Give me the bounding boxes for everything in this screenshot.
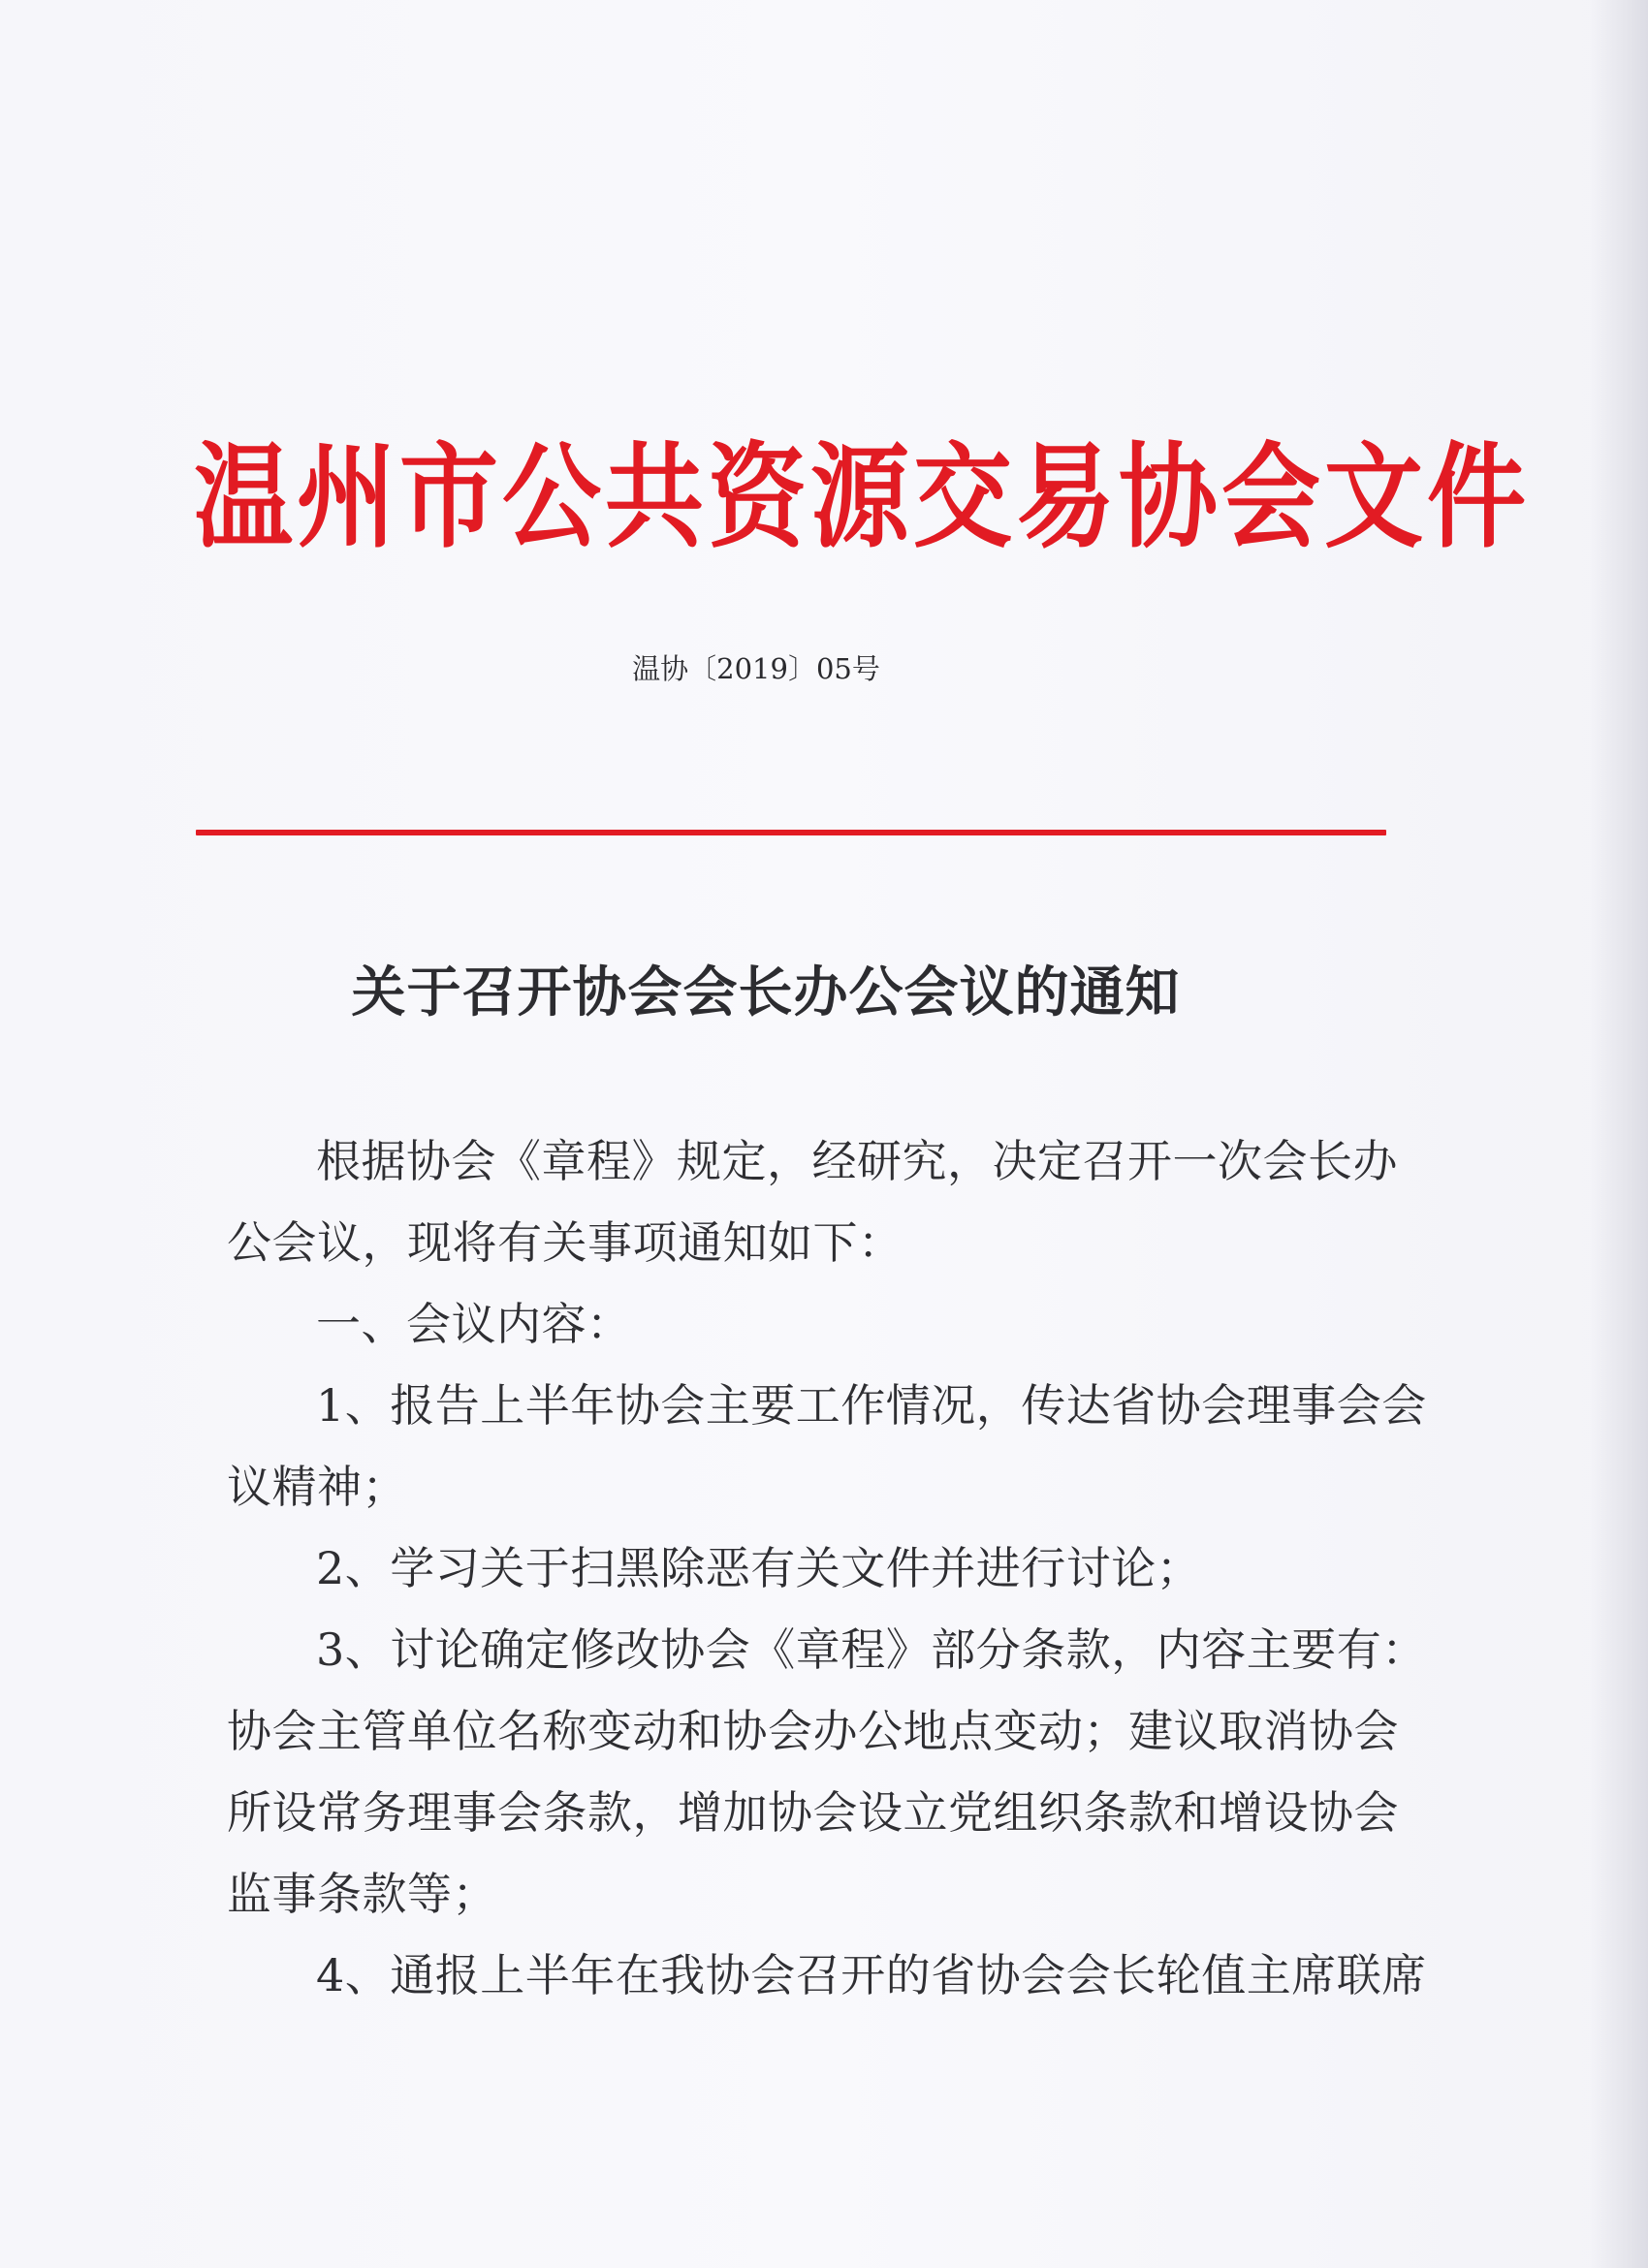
masthead-title: 温州市公共资源交易协会文件 [194, 430, 1530, 564]
text-line: 监事条款等； [227, 1868, 497, 1920]
notice-body [227, 1120, 1427, 2016]
agenda-item-3 [227, 1609, 1427, 1935]
intro-paragraph [227, 1120, 1398, 1283]
text-line: 根据协会《章程》规定，经研究，决定召开一次会长办 [316, 1135, 1398, 1187]
text-line: 议精神； [227, 1461, 407, 1513]
agenda-item-1 [227, 1365, 1427, 1528]
text-line: 一、会议内容： [316, 1298, 632, 1350]
document-number: 温协〔2019〕05号 [632, 652, 880, 685]
text-line: 协会主管单位名称变动和协会办公地点变动；建议取消协会 [227, 1705, 1399, 1757]
notice-title: 关于召开协会会长办公会议的通知 [351, 961, 1181, 1024]
red-divider-line [196, 830, 1386, 835]
text-line: 3、讨论确定修改协会《章程》部分条款，内容主要有： [316, 1623, 1427, 1676]
section-heading [227, 1283, 1361, 1365]
text-line: 1、报告上半年协会主要工作情况，传达省协会理事会会 [316, 1379, 1427, 1432]
text-line: 2、学习关于扫黑除恶有关文件并进行讨论； [316, 1542, 1202, 1594]
scan-edge-shadow [1590, 0, 1648, 2268]
agenda-item-4 [227, 1935, 1427, 2016]
text-line: 4、通报上半年在我协会召开的省协会会长轮值主席联席 [316, 1949, 1427, 2001]
text-line: 公会议，现将有关事项通知如下： [227, 1216, 903, 1269]
agenda-item-2 [227, 1528, 1361, 1609]
text-line: 所设常务理事会条款，增加协会设立党组织条款和增设协会 [227, 1786, 1399, 1839]
